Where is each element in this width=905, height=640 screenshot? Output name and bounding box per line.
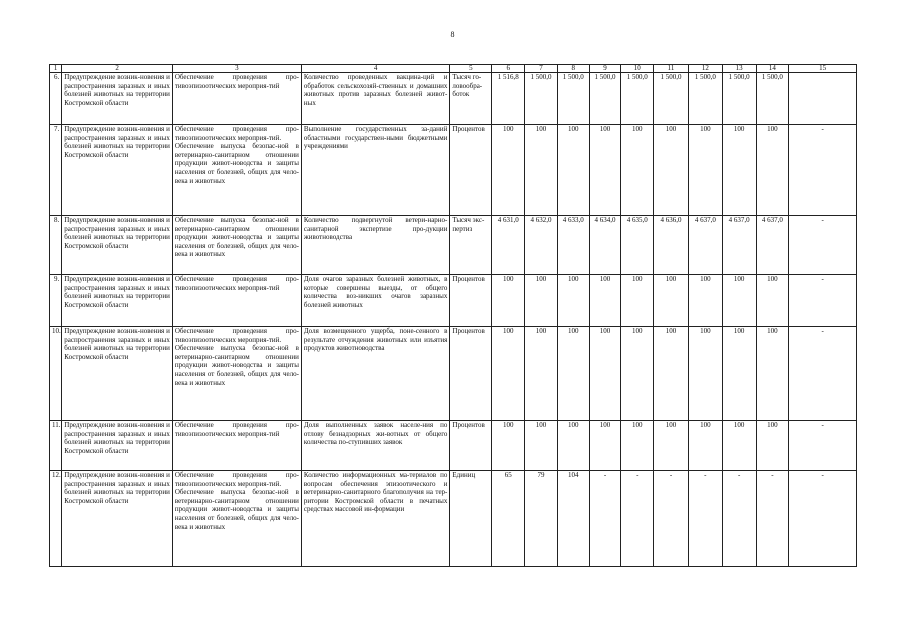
value-cell: 100 [525, 275, 558, 327]
unit-cell: Тысяч го-ловообра-боток [450, 73, 492, 125]
value-cell: 100 [621, 327, 654, 421]
table-row [50, 327, 857, 421]
column-number-4: 4 [301, 65, 449, 73]
value-cell: 100 [525, 125, 558, 216]
column-number-13: 13 [722, 65, 756, 73]
column-number-7: 7 [525, 65, 558, 73]
column-number-6: 6 [492, 65, 525, 73]
value-cell: 100 [722, 125, 756, 216]
value-cell: 100 [722, 327, 756, 421]
value-cell: 100 [621, 421, 654, 471]
row-number: 7. [50, 125, 62, 216]
note-cell: - [789, 327, 857, 421]
unit-cell: Процентов [450, 125, 492, 216]
value-cell: - [722, 471, 756, 567]
event-cell: Предупреждение возник-новения и распространения заразных и иных болезней животных на территории Костромской области [62, 421, 173, 471]
note-cell [789, 73, 857, 125]
activity-cell [172, 216, 301, 275]
value-cell: 100 [557, 327, 589, 421]
value-cell: 100 [621, 275, 654, 327]
table-row [50, 471, 857, 567]
row-number: 11. [50, 421, 62, 471]
value-cell: 1 500,0 [557, 73, 589, 125]
value-cell: 1 500,0 [688, 73, 722, 125]
value-cell: 100 [688, 421, 722, 471]
note-cell: - [789, 125, 857, 216]
activity-cell [172, 421, 301, 471]
value-cell: 65 [492, 471, 525, 567]
note-cell: - [789, 216, 857, 275]
value-cell: 100 [492, 327, 525, 421]
value-cell: 4 633,0 [557, 216, 589, 275]
activity-text: Обеспечение проведения про-тивоэпизоотических мероприя-тий [174, 421, 299, 438]
note-cell: - [789, 421, 857, 471]
value-cell: 4 636,0 [654, 216, 689, 275]
value-cell: 1 500,0 [722, 73, 756, 125]
value-cell: 100 [492, 421, 525, 471]
value-cell: 100 [589, 421, 621, 471]
table-row [50, 421, 857, 471]
value-cell: 4 637,0 [756, 216, 789, 275]
activity-text: Обеспечение проведения про-тивоэпизоотических мероприя-тий [174, 73, 299, 90]
value-cell: 100 [688, 275, 722, 327]
unit-cell: Процентов [450, 275, 492, 327]
indicator-cell: Доля очагов заразных болезней животных, в которые совершены выезды, от общего количества воз-никших очагов заразных болезней животных [301, 275, 449, 327]
column-number-5: 5 [450, 65, 492, 73]
row-number: 10. [50, 327, 62, 421]
value-cell: 4 637,0 [688, 216, 722, 275]
column-number-row [50, 65, 857, 73]
value-cell: 100 [756, 125, 789, 216]
column-number-9: 9 [589, 65, 621, 73]
value-cell: 100 [557, 275, 589, 327]
value-cell: 79 [525, 471, 558, 567]
value-cell: 100 [688, 125, 722, 216]
activity-text: Обеспечение выпуска безопас-ной в ветеринарно-санитарном отношении продукции живот-новодства и защиты населения от болезней, общих для чело-века и животных [174, 216, 299, 259]
value-cell: 100 [525, 421, 558, 471]
activity-cell [172, 73, 301, 125]
value-cell: - [688, 471, 722, 567]
value-cell: 100 [688, 327, 722, 421]
unit-cell: Тысяч экс-пертиз [450, 216, 492, 275]
event-cell: Предупреждение возник-новения и распространения заразных и иных болезней животных на территории Костромской области [62, 73, 173, 125]
column-number-8: 8 [557, 65, 589, 73]
row-number: 9. [50, 275, 62, 327]
activity-text: Обеспечение проведения про-тивоэпизоотических мероприя-тий. [174, 327, 299, 344]
event-cell: Предупреждение возник-новения и распространения заразных и иных болезней животных на территории Костромской области [62, 275, 173, 327]
value-cell: 4 632,0 [525, 216, 558, 275]
indicator-cell: Доля возмещенного ущерба, поне-сенного в результате отчуждения животных или изъятия продуктов животноводства [301, 327, 449, 421]
indicator-cell: Доля выполненных заявок населе-ния по отлову безнадзорных жи-вотных от общего количества по-ступивших заявок [301, 421, 449, 471]
event-cell: Предупреждение возник-новения и распространения заразных и иных болезней животных на территории Костромской области [62, 471, 173, 567]
value-cell: - [756, 471, 789, 567]
value-cell: 4 635,0 [621, 216, 654, 275]
activity-cell [172, 471, 301, 567]
value-cell: 100 [756, 327, 789, 421]
value-cell: 4 634,0 [589, 216, 621, 275]
activity-cell [172, 125, 301, 216]
row-number: 6. [50, 73, 62, 125]
column-number-14: 14 [756, 65, 789, 73]
value-cell: 100 [722, 421, 756, 471]
value-cell: - [621, 471, 654, 567]
activity-text: Обеспечение выпуска безопас-ной в ветеринарно-санитарном отношении продукции живот-новодства и защиты населения от болезней, общих для чело-века и животных [174, 142, 299, 185]
value-cell: - [589, 471, 621, 567]
activity-text: Обеспечение выпуска безопас-ной в ветеринарно-санитарном отношении продукции живот-новодства и защиты населения от болезней, общих для чело-века и животных [174, 344, 299, 387]
activity-text: Обеспечение проведения про-тивоэпизоотических мероприя-тий. [174, 125, 299, 142]
table-row [50, 216, 857, 275]
value-cell: 100 [557, 125, 589, 216]
activity-cell [172, 275, 301, 327]
value-cell: 1 516,8 [492, 73, 525, 125]
value-cell: 100 [492, 125, 525, 216]
value-cell: 100 [589, 125, 621, 216]
page-number: 8 [450, 30, 455, 39]
activity-text: Обеспечение проведения про-тивоэпизоотических мероприя-тий. [174, 471, 299, 488]
value-cell: 1 500,0 [589, 73, 621, 125]
activity-cell [172, 327, 301, 421]
row-number: 8. [50, 216, 62, 275]
value-cell: 100 [756, 421, 789, 471]
table-body [50, 65, 857, 567]
value-cell: 100 [589, 275, 621, 327]
value-cell: 100 [589, 327, 621, 421]
activity-text: Обеспечение выпуска безопас-ной в ветеринарно-санитарном отношении продукции живот-новодства и защиты населения от болезней, общих для чело-века и животных [174, 488, 299, 531]
table-row [50, 73, 857, 125]
table-row [50, 125, 857, 216]
column-number-3: 3 [172, 65, 301, 73]
column-number-15: 15 [789, 65, 857, 73]
event-cell: Предупреждение возник-новения и распространения заразных и иных болезней животных на территории Костромской области [62, 125, 173, 216]
value-cell: 100 [722, 275, 756, 327]
indicators-table [49, 64, 857, 567]
indicator-cell: Количество проведенных вакцина-ций и обработок сельскохозяй-ственных и домашних животных против заразных болезней живот-ных [301, 73, 449, 125]
value-cell: 1 500,0 [756, 73, 789, 125]
value-cell: 100 [756, 275, 789, 327]
indicator-cell: Выполнение государственных за-даний областными государствен-ными бюджетными учреждениями [301, 125, 449, 216]
value-cell: 100 [525, 327, 558, 421]
event-cell: Предупреждение возник-новения и распространения заразных и иных болезней животных на территории Костромской области [62, 327, 173, 421]
value-cell: 100 [654, 125, 689, 216]
value-cell: 4 637,0 [722, 216, 756, 275]
value-cell: 100 [654, 421, 689, 471]
unit-cell: Процентов [450, 421, 492, 471]
column-number-11: 11 [654, 65, 689, 73]
value-cell: 1 500,0 [654, 73, 689, 125]
value-cell: 100 [621, 125, 654, 216]
value-cell: 4 631,0 [492, 216, 525, 275]
table-row [50, 275, 857, 327]
indicator-cell: Количество подвергнутой ветери-нарно-санитарной экспертизе про-дукции животноводства [301, 216, 449, 275]
column-number-2: 2 [62, 65, 173, 73]
activity-text: Обеспечение проведения про-тивоэпизоотических мероприя-тий [174, 275, 299, 292]
unit-cell: Процентов [450, 327, 492, 421]
value-cell: 1 500,0 [621, 73, 654, 125]
value-cell: 100 [654, 327, 689, 421]
note-cell: - [789, 471, 857, 567]
value-cell: - [654, 471, 689, 567]
indicator-cell: Количество информационных ма-териалов по вопросам обеспечения эпизоотического и ветеринарно-санитарного благополучия на тер-ритории Костромской области в печатных средствах массовой ин-формации [301, 471, 449, 567]
row-number: 12. [50, 471, 62, 567]
column-number-12: 12 [688, 65, 722, 73]
note-cell: - [789, 275, 857, 327]
value-cell: 104 [557, 471, 589, 567]
value-cell: 100 [557, 421, 589, 471]
unit-cell: Единиц [450, 471, 492, 567]
value-cell: 100 [492, 275, 525, 327]
column-number-10: 10 [621, 65, 654, 73]
event-cell: Предупреждение возник-новения и распространения заразных и иных болезней животных на территории Костромской области [62, 216, 173, 275]
value-cell: 1 500,0 [525, 73, 558, 125]
column-number-1: 1 [50, 65, 62, 73]
value-cell: 100 [654, 275, 689, 327]
